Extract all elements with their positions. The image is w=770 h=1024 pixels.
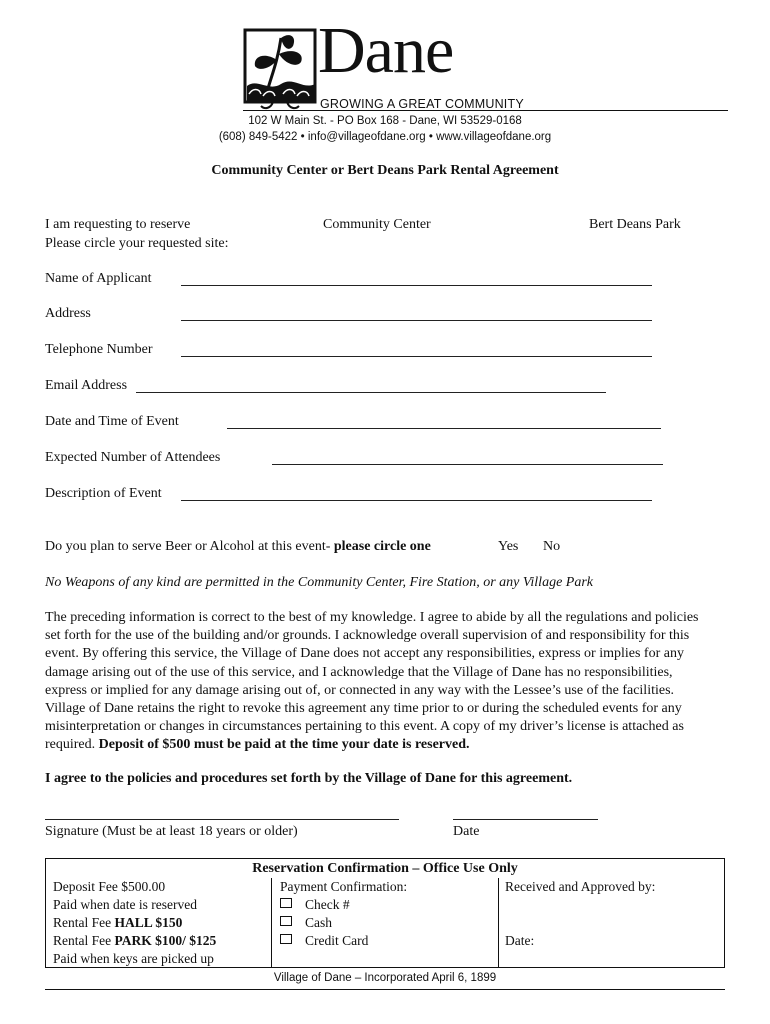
rental-fee-hall: Rental Fee HALL $150 (53, 915, 183, 930)
agree-statement: I agree to the policies and procedures set forth by the Village of Dane for this agreement. (45, 771, 573, 786)
deposit-notice: Deposit of $500 must be paid at the time your date is reserved. (98, 737, 470, 753)
form-title: Community Center or Bert Deans Park Rental Agreement (211, 163, 559, 178)
payment-option-credit-card: Credit Card (305, 933, 369, 948)
credit-card-checkbox[interactable] (280, 934, 292, 944)
payment-option-cash: Cash (305, 915, 332, 930)
footer-text: Village of Dane – Incorporated April 6, 1899 (273, 972, 497, 984)
attendees-field[interactable] (272, 464, 663, 465)
date-time-field[interactable] (227, 428, 661, 429)
footer-divider (45, 989, 725, 990)
site-option-bert-deans-park[interactable]: Bert Deans Park (589, 217, 681, 232)
office-date-label: Date: (505, 933, 535, 948)
agreement-line: misinterpretation or changes in circumstances pertaining to this event. A copy of my driver’s license is attached as (45, 719, 684, 735)
cash-checkbox[interactable] (280, 916, 292, 926)
name-label: Name of Applicant (45, 271, 152, 286)
agreement-line: The preceding information is correct to the best of my knowledge. I agree to abide by all the regulations and policies (45, 610, 699, 625)
check-checkbox[interactable] (280, 898, 292, 908)
address-field[interactable] (181, 320, 652, 321)
logo-wordmark: Dane (318, 14, 454, 87)
payment-title: Payment Confirmation: (280, 879, 408, 894)
alcohol-question: Do you plan to serve Beer or Alcohol at this event- please circle one (45, 539, 431, 554)
reserve-hint: Please circle your requested site: (45, 236, 229, 251)
attendees-label: Expected Number of Attendees (45, 450, 221, 465)
agreement-line: Village of Dane retains the right to revoke this agreement any time prior to or during the scheduled events for any (45, 701, 682, 717)
header-divider (243, 110, 728, 111)
payment-option-check: Check # (305, 897, 350, 912)
signature-date-label: Date (453, 824, 480, 839)
logo-tagline: GROWING A GREAT COMMUNITY (320, 97, 524, 111)
keys-note: Paid when keys are picked up (53, 951, 214, 966)
alcohol-option-no[interactable]: No (543, 539, 561, 554)
deposit-note: Paid when date is reserved (53, 897, 197, 912)
signature-date-field[interactable] (453, 819, 598, 820)
address-label: Address (45, 306, 91, 321)
date-time-label: Date and Time of Event (45, 414, 179, 429)
agreement-line-last: required. Deposit of $500 must be paid at the time your date is reserved. (45, 737, 470, 753)
agreement-line: event. By offering this service, the Village of Dane does not accept any responsibilities, express or implies for any (45, 646, 684, 662)
alcohol-option-yes[interactable]: Yes (498, 539, 519, 554)
table-divider (498, 878, 499, 968)
agreement-paragraph (45, 609, 735, 755)
description-label: Description of Event (45, 486, 162, 501)
alcohol-emphasis: please circle one (333, 539, 431, 554)
address-line: 102 W Main St. - PO Box 168 - Dane, WI 53529-0168 (248, 115, 522, 127)
name-field[interactable] (181, 285, 652, 286)
contact-line: (608) 849-5422 • info@villageofdane.org • www.villageofdane.org (218, 131, 552, 143)
telephone-field[interactable] (181, 356, 652, 357)
site-option-community-center[interactable]: Community Center (323, 217, 431, 232)
agreement-line: set forth for the use of the building and/or grounds. I acknowledge overall supervision of and responsibility for this (45, 628, 690, 644)
agreement-line: damage arising out of the use of this service, and I acknowledge that the Village of Dane has no responsibilities, (45, 664, 673, 680)
email-label: Email Address (45, 378, 128, 393)
table-divider (271, 878, 272, 968)
approved-label: Received and Approved by: (505, 879, 656, 894)
deposit-fee: Deposit Fee $500.00 (53, 879, 166, 894)
reserve-label: I am requesting to reserve (45, 217, 191, 232)
telephone-label: Telephone Number (45, 342, 153, 357)
description-field[interactable] (181, 500, 652, 501)
office-title: Reservation Confirmation – Office Use Only (252, 861, 518, 876)
weapons-notice: No Weapons of any kind are permitted in the Community Center, Fire Station, or any Village Park (45, 575, 594, 590)
signature-field[interactable] (45, 819, 399, 820)
agreement-line: express or implied for any damage arising out of, or connected in any way with the Lessee’s use of the facilities. (45, 682, 675, 698)
signature-label: Signature (Must be at least 18 years or older) (45, 824, 298, 839)
rental-fee-park: Rental Fee PARK $100/ $125 (53, 933, 217, 948)
email-field[interactable] (136, 392, 606, 393)
